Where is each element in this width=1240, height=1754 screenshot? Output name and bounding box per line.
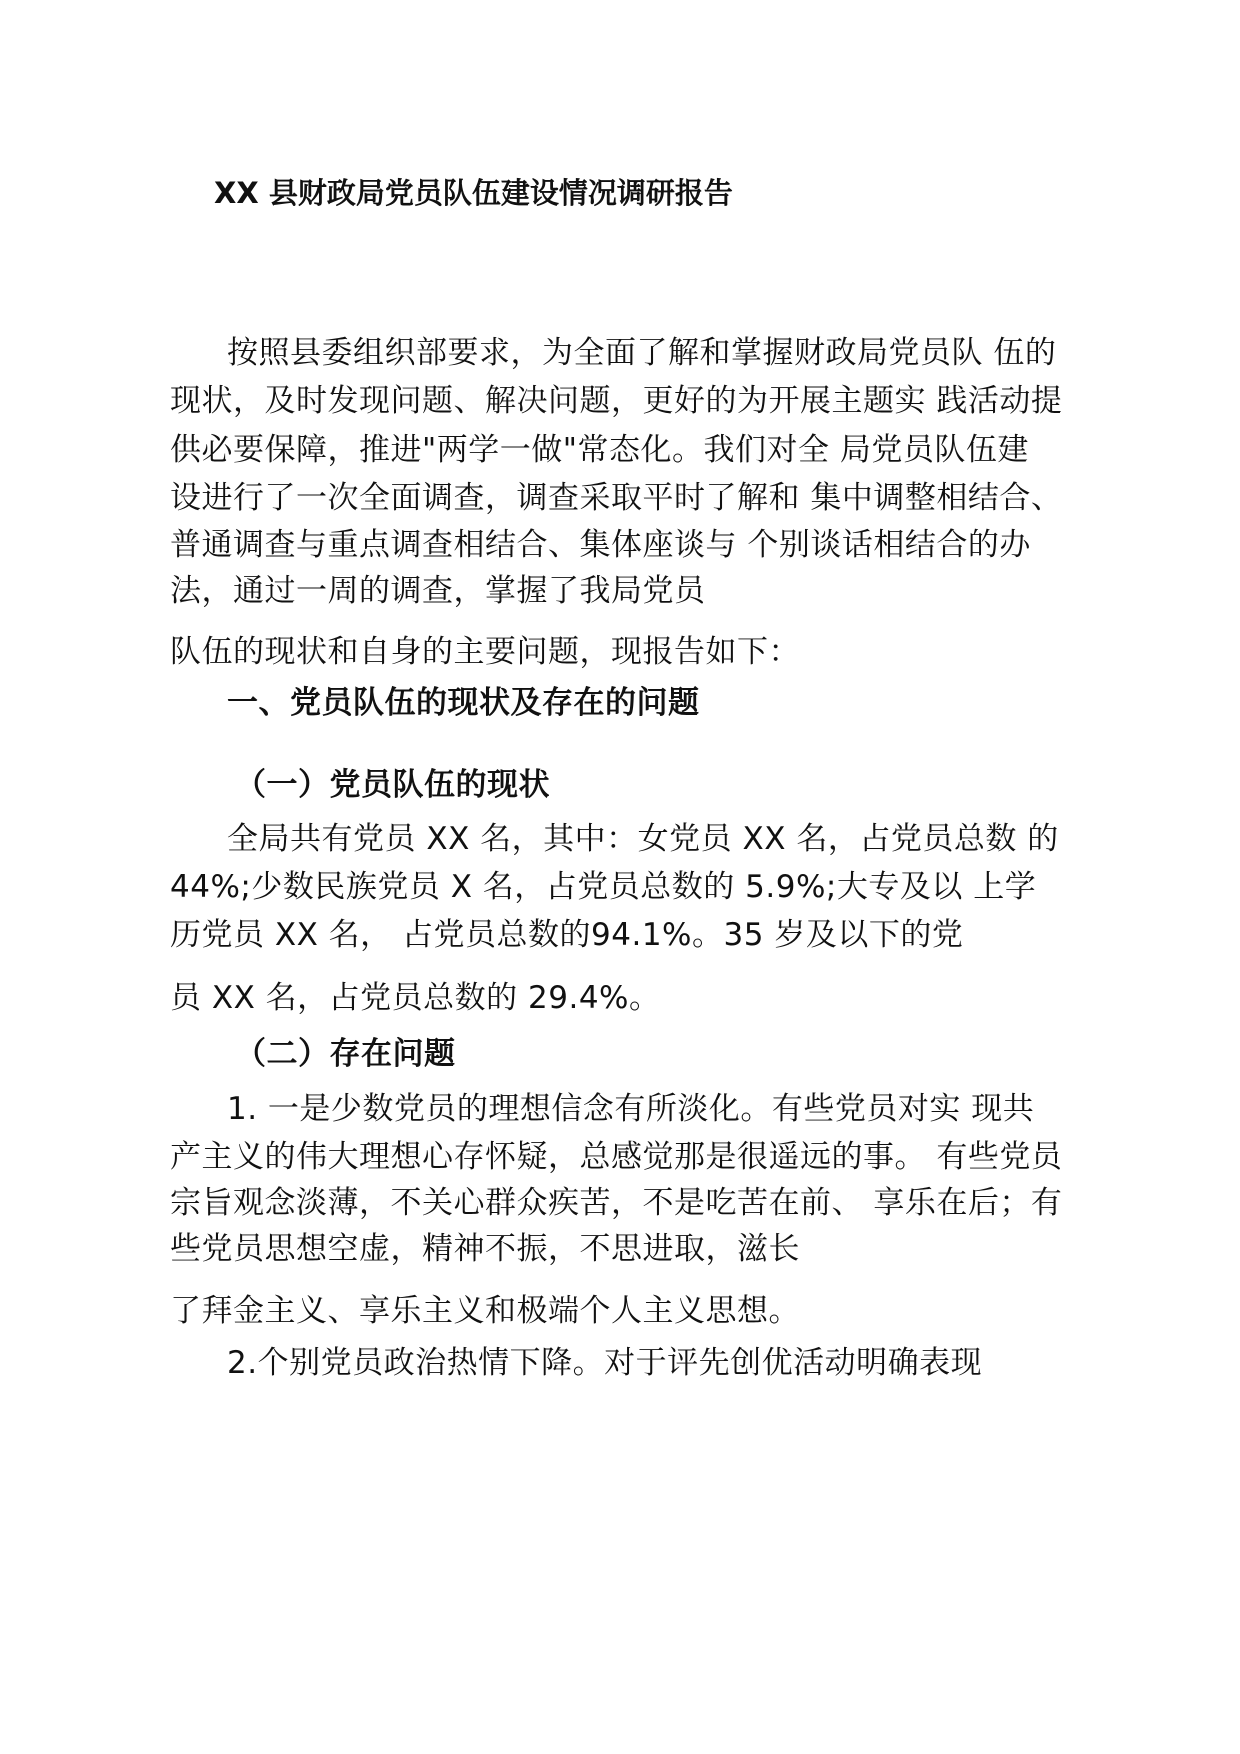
intro-line-7: 队伍的现状和自身的主要问题，现报告如下： [170,634,800,670]
status-line-2: 44%;少数民族党员 X 名，占党员总数的 5.9%;大专及以 上学 [170,869,1037,905]
intro-line-1: 按照县委组织部要求，为全面了解和掌握财政局党员队 伍的 [227,335,1057,371]
problem-1-line-2: 产主义的伟大理想心存怀疑，总感觉那是很遥远的事。 有些党员 [170,1139,1063,1175]
status-line-3: 历党员 XX 名， 占党员总数的94.1%。35 岁及以下的党 [170,917,964,953]
intro-line-6: 法，通过一周的调查，掌握了我局党员 [170,573,706,609]
problem-1-line-1: 1. 一是少数党员的理想信念有所淡化。有些党员对实 现共 [227,1091,1035,1127]
intro-line-3: 供必要保障，推进"两学一做"常态化。我们对全 局党员队伍建 [170,432,1029,468]
subsection-heading-2: （二）存在问题 [235,1036,456,1072]
status-line-4: 员 XX 名，占党员总数的 29.4%。 [170,980,661,1016]
problem-1-line-5: 了拜金主义、享乐主义和极端个人主义思想。 [170,1293,800,1329]
section-heading-1: 一、党员队伍的现状及存在的问题 [227,685,700,721]
problem-1-line-3: 宗旨观念淡薄，不关心群众疾苦，不是吃苦在前、 享乐在后；有 [170,1185,1063,1221]
problem-1-line-4: 些党员思想空虚，精神不振，不思进取，滋长 [170,1231,800,1267]
intro-line-4: 设进行了一次全面调查，调查采取平时了解和 集中调整相结合、 [170,480,1063,516]
problem-2-line-1: 2.个别党员政治热情下降。对于评先创优活动明确表现 [227,1345,983,1381]
intro-line-5: 普通调查与重点调查相结合、集体座谈与 个别谈话相结合的办 [170,527,1031,563]
intro-line-2: 现状，及时发现问题、解决问题，更好的为开展主题实 践活动提 [170,383,1063,419]
subsection-heading-1: （一）党员队伍的现状 [235,767,550,803]
document-title: XX 县财政局党员队伍建设情况调研报告 [214,176,733,210]
status-line-1: 全局共有党员 XX 名，其中：女党员 XX 名，占党员总数 的 [227,821,1059,857]
